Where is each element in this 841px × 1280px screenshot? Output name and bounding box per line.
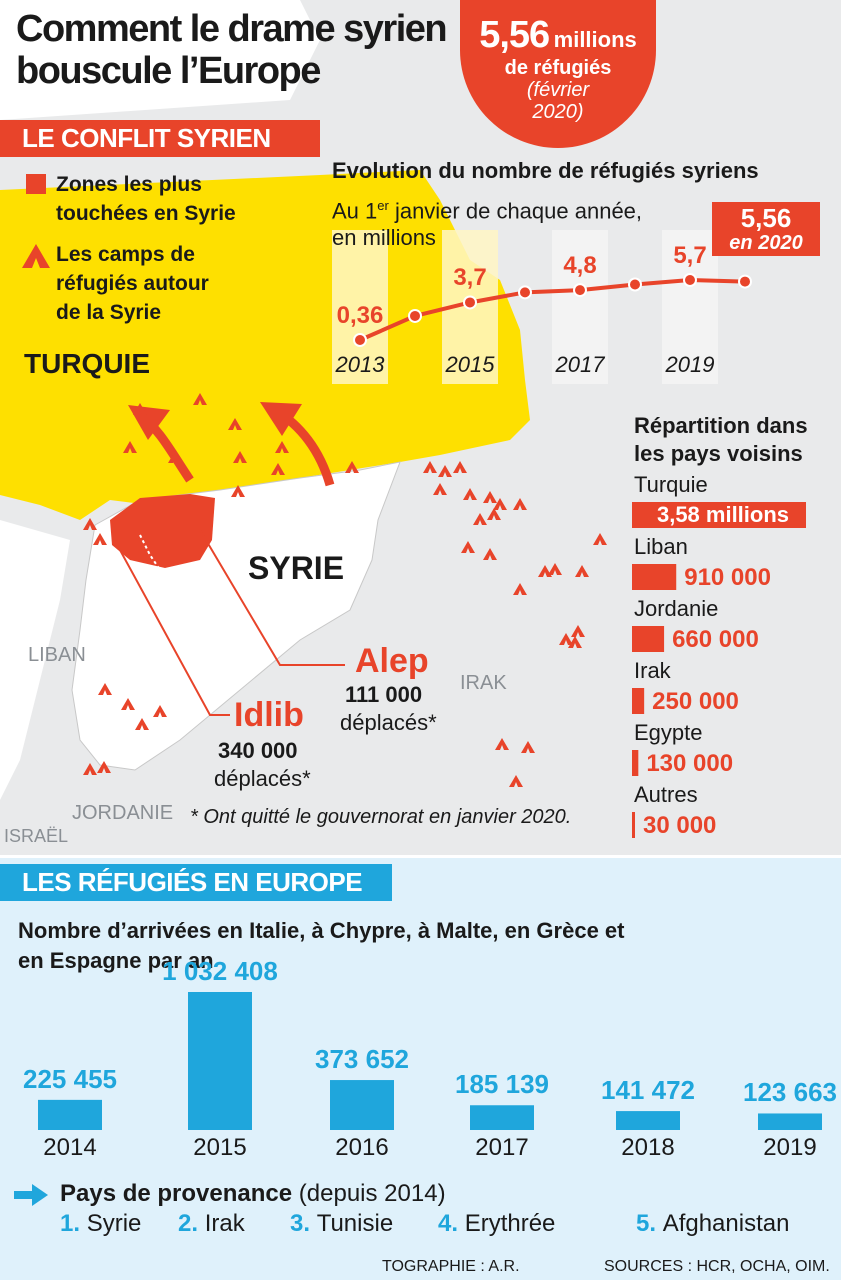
section-header-conflict: LE CONFLIT SYRIEN: [0, 120, 320, 157]
arrow-right-icon: [14, 1184, 48, 1206]
europe-year-2016: 2016: [335, 1134, 389, 1161]
zones-legend-line-2: touchées en Syrie: [56, 202, 236, 225]
origin-name: Erythrée: [464, 1210, 556, 1237]
subtitle-pre: Au 1: [332, 198, 378, 224]
line-point-2013: [354, 334, 366, 346]
neighbor-name-1: Liban: [634, 534, 688, 559]
neighbor-bar-5: [632, 812, 635, 838]
origin-name: Afghanistan: [662, 1210, 790, 1237]
europe-year-2015: 2015: [193, 1134, 247, 1161]
badge-line-4: 2020): [532, 101, 584, 123]
origin-item-1: [60, 1210, 141, 1238]
europe-value-2017: 185 139: [455, 1069, 549, 1100]
neighbor-name-2: Jordanie: [634, 596, 719, 621]
europe-year-2014: 2014: [43, 1134, 97, 1161]
camps-legend-line-1: Les camps de: [56, 243, 195, 266]
origin-name: Irak: [204, 1210, 245, 1237]
neighbor-name-3: Irak: [634, 658, 671, 683]
origin-num: 3.: [290, 1210, 317, 1237]
camps-legend: [56, 240, 209, 327]
label-irak: IRAK: [460, 672, 507, 694]
year-label-2015: 2015: [445, 352, 495, 377]
line-point-2018: [629, 278, 641, 290]
line-point-2015: [464, 296, 476, 308]
camp-icon: [22, 244, 50, 268]
label-liban: LIBAN: [28, 644, 86, 666]
section-header-europe: LES RÉFUGIÉS EN EUROPE: [0, 864, 392, 901]
last-value-line-1: 5,56: [740, 203, 792, 233]
label-israel: ISRAËL: [4, 826, 69, 846]
neighbor-bar-1: [632, 564, 676, 590]
line-point-2019: [684, 274, 696, 286]
europe-bar-2017: [470, 1105, 534, 1130]
neighbors-title-line-1: Répartition dans: [634, 413, 808, 438]
title-line-2: bouscule l’Europe: [16, 50, 320, 92]
year-label-2019: 2019: [665, 352, 715, 377]
neighbor-bar-4: [632, 750, 638, 776]
badge-value: 5,56: [479, 14, 550, 56]
neighbor-value-4: 130 000: [646, 750, 734, 777]
subtitle-post: janvier de chaque année,: [388, 198, 643, 224]
origin-num: 1.: [60, 1210, 87, 1237]
line-point-2020: [739, 276, 751, 288]
neighbor-value-0: 3,58 millions: [656, 502, 790, 527]
label-alep: Alep: [355, 642, 429, 680]
europe-year-2017: 2017: [475, 1134, 529, 1161]
line-point-2016: [519, 286, 531, 298]
credit-left: TOGRAPHIE : A.R.: [382, 1258, 520, 1275]
neighbor-value-1: 910 000: [684, 564, 771, 591]
year-label-2017: 2017: [555, 352, 605, 377]
origin-name: Tunisie: [316, 1210, 394, 1237]
subtitle-sup: er: [377, 198, 389, 213]
origin-heading: [60, 1180, 446, 1208]
credit-right: SOURCES : HCR, OCHA, OIM.: [604, 1258, 830, 1275]
neighbor-bar-3: [632, 688, 644, 714]
europe-year-2019: 2019: [763, 1134, 817, 1161]
title-line-1: Comment le drame syrien: [16, 8, 447, 50]
zones-legend-line-1: Zones les plus: [56, 173, 202, 196]
neighbor-value-3: 250 000: [652, 688, 739, 715]
europe-value-2018: 141 472: [601, 1075, 695, 1106]
origin-item-3: [290, 1210, 393, 1238]
last-value-line-2: en 2020: [729, 232, 803, 254]
europe-title-line-2: en Espagne par an: [18, 948, 214, 973]
europe-value-2015: 1 032 408: [162, 956, 278, 986]
alep-count: 111 000: [345, 682, 423, 707]
badge-line-2: de réfugiés: [504, 57, 612, 79]
point-label-2013: 0,36: [336, 302, 384, 329]
label-jordanie: JORDANIE: [72, 802, 174, 824]
origin-label-suffix: (depuis 2014): [292, 1180, 446, 1207]
page-title: [16, 8, 446, 92]
neighbor-value-2: 660 000: [672, 626, 759, 653]
origin-label: Pays de provenance: [60, 1180, 293, 1207]
zones-legend: [56, 170, 236, 228]
europe-bar-2015: [188, 992, 252, 1130]
year-label-2013: 2013: [335, 352, 385, 377]
europe-bar-2019: [758, 1113, 822, 1130]
line-point-2017: [574, 284, 586, 296]
europe-value-2016: 373 652: [315, 1044, 409, 1075]
label-syrie: SYRIE: [248, 550, 345, 586]
europe-value-2019: 123 663: [743, 1077, 837, 1108]
alep-sub: déplacés*: [340, 710, 437, 735]
neighbors-title-line-2: les pays voisins: [634, 441, 803, 466]
europe-year-2018: 2018: [621, 1134, 675, 1161]
europe-bar-2016: [330, 1080, 394, 1130]
origin-item-4: [438, 1210, 555, 1238]
line-chart-unit: en millions: [332, 225, 436, 250]
badge-unit: millions: [553, 27, 637, 52]
neighbors-title: [634, 412, 808, 468]
origin-item-2: [178, 1210, 245, 1238]
origin-num: 4.: [438, 1210, 465, 1237]
europe-bar-2018: [616, 1111, 680, 1130]
europe-section: [0, 858, 841, 1280]
zone-legend-swatch: [26, 174, 46, 194]
line-chart-title: Evolution du nombre de réfugiés syriens: [332, 158, 759, 183]
origin-item-5: [636, 1210, 789, 1238]
europe-title-line-1: Nombre d’arrivées en Italie, à Chypre, à Malte, en Grèce et: [18, 918, 625, 943]
line-point-2014: [409, 310, 421, 322]
point-label-2019: 5,7: [673, 242, 707, 269]
label-idlib: Idlib: [234, 696, 304, 734]
origin-num: 2.: [178, 1210, 205, 1237]
idlib-count: 340 000: [218, 738, 298, 763]
neighbor-name-4: Egypte: [634, 720, 703, 745]
camps-legend-line-2: réfugiés autour: [56, 272, 209, 295]
neighbor-name-0: Turquie: [634, 472, 708, 497]
europe-bar-svg: [0, 858, 841, 1158]
europe-value-2014: 225 455: [23, 1063, 117, 1094]
idlib-sub: déplacés*: [214, 766, 311, 791]
footnote: * Ont quitté le gouvernorat en janvier 2020.: [190, 806, 572, 828]
europe-bar-2014: [38, 1100, 102, 1130]
neighbor-name-5: Autres: [634, 782, 698, 807]
last-value-box: [712, 202, 820, 256]
label-turquie: TURQUIE: [24, 348, 150, 379]
line-chart-subtitle: [332, 192, 642, 225]
origin-name: Syrie: [86, 1210, 142, 1237]
neighbor-bar-2: [632, 626, 664, 652]
badge-line-3: (février: [526, 79, 590, 101]
neighbor-value-5: 30 000: [643, 812, 717, 839]
origin-num: 5.: [636, 1210, 663, 1237]
point-label-2017: 4,8: [563, 252, 597, 280]
camps-legend-line-3: de la Syrie: [56, 301, 162, 324]
point-label-2015: 3,7: [453, 264, 487, 292]
